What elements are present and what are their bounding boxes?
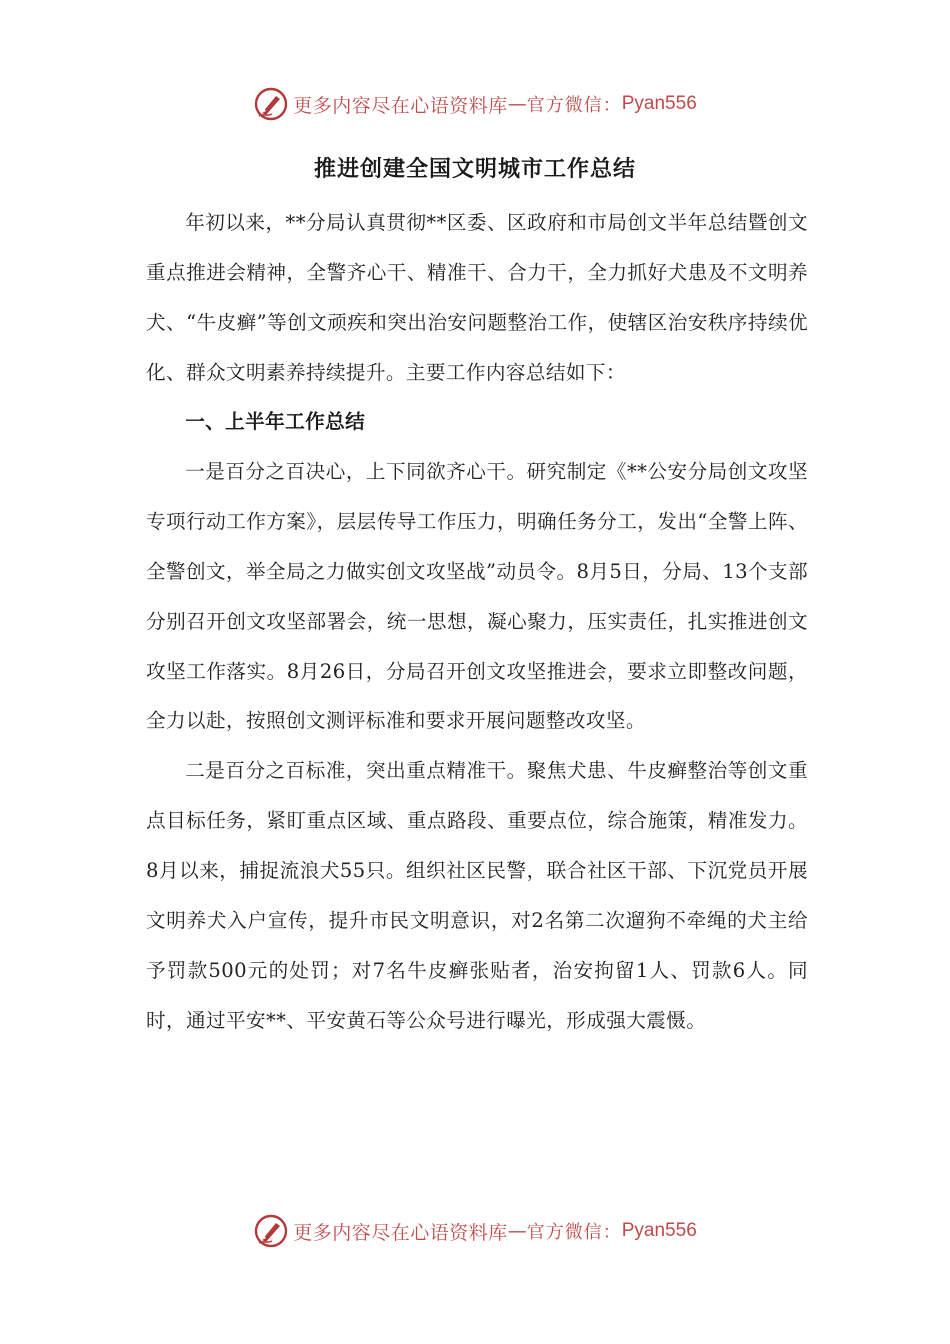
- watermark-wechat-handle: Pyan556: [621, 93, 697, 114]
- watermark-wechat-label: 官方微信：: [526, 95, 622, 116]
- pen-nib-circle-icon: [253, 86, 289, 122]
- watermark-slogan: 更多内容尽在心语资料库: [293, 1221, 508, 1244]
- body-paragraph-2: 二是百分之百标准，突出重点精准干。聚焦犬患、牛皮癣整治等创文重点目标任务，紧盯重点区域、重点路段、重要点位，综合施策，精准发力。8月以来，捕捉流浪犬55只。组织社区民警，联合社区干部、下沉党员开展文明养犬入户宣传，提升市民文明意识，对2名第二次遛狗不牵绳的犬主给予罚款500元的处罚；对7名牛皮癣张贴者，治安拘留1人、罚款6人。同时，通过平安**、平安黄石等公众号进行曝光，形成强大震慑。: [146, 759, 808, 1032]
- body-paragraph-1: 一是百分之百决心，上下同欲齐心干。研究制定《**公安分局创文攻坚专项行动工作方案》，层层传导工作压力，明确任务分工，发出“全警上阵、全警创文，举全局之力做实创文攻坚战”动员令。8月5日，分局、13个支部分别召开创文攻坚部署会，统一思想，凝心聚力，压实责任，扎实推进创文攻坚工作落实。8月26日，分局召开创文攻坚推进会，要求立即整改问题，全力以赴，按照创文测评标准和要求开展问题整改攻坚。: [146, 460, 808, 733]
- section-heading: 一、上半年工作总结: [185, 410, 366, 434]
- watermark-wechat-label: 官方微信：: [526, 1222, 622, 1243]
- footer-watermark: [0, 1211, 950, 1251]
- watermark-dash: —: [507, 1220, 527, 1242]
- watermark-dash: —: [507, 93, 527, 115]
- watermark-slogan: 更多内容尽在心语资料库: [293, 94, 508, 117]
- header-watermark: [0, 84, 950, 124]
- intro-paragraph: 年初以来，**分局认真贯彻**区委、区政府和市局创文半年总结暨创文重点推进会精神，全警齐心干、精准干、合力干，全力抓好犬患及不文明养犬、“牛皮癣”等创文顽疾和突出治安问题整治工作，使辖区治安秩序持续优化、群众文明素养持续提升。主要工作内容总结如下：: [146, 211, 808, 384]
- watermark-wechat-handle: Pyan556: [621, 1220, 697, 1241]
- pen-nib-circle-icon: [253, 1213, 289, 1249]
- document-body: [146, 198, 808, 1045]
- document-title: 推进创建全国文明城市工作总结: [313, 157, 636, 182]
